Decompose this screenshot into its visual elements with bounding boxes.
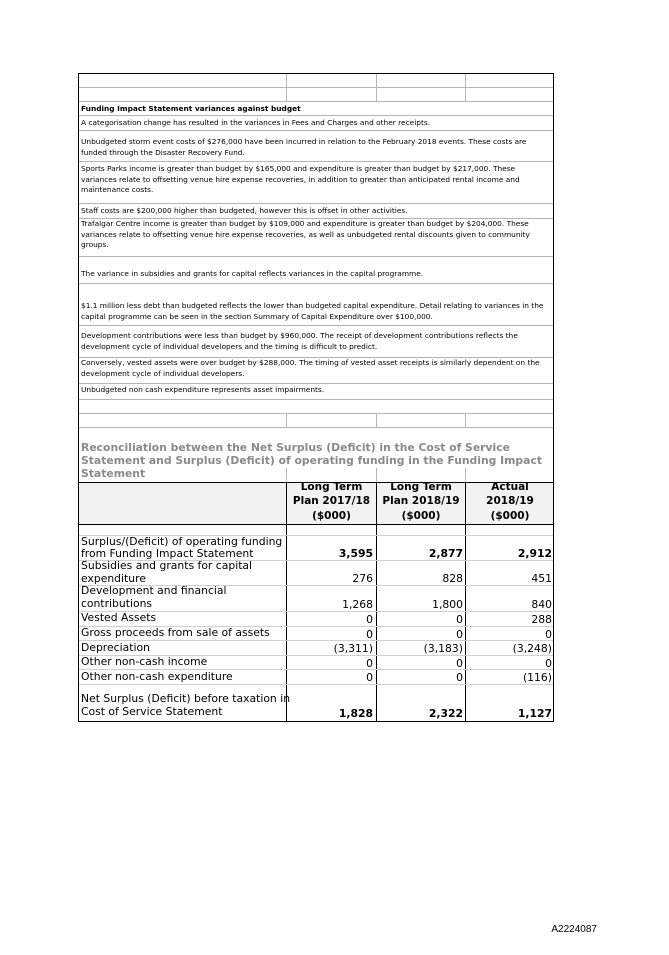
title-row <box>79 428 553 469</box>
note-item: Trafalgar Centre income is greater than budget by $109,000 and expenditure is greater than budget by $204,000. These variances relate to offsetting venue hire expense recoveries, as well as unbudgeted rental discounts given to community groups. <box>79 219 553 257</box>
column-header: Long Term Plan 2018/19 ($000) <box>382 481 460 523</box>
note-item: Development contributions were less than budget by $960,000. The receipt of development contributions reflects the development cycle of individual developers and the timing is difficult to predict. <box>79 326 553 358</box>
note-item: The variance in subsidies and grants for capital reflects variances in the capital programme. <box>79 257 553 284</box>
note-item: Sports Parks income is greater than budget by $165,000 and expenditure is greater than budget by $217,000. These variances relate to offsetting venue hire expense recoveries, in addition to greater than anticipated rental income and maintenance costs. <box>79 162 553 204</box>
note-item: Unbudgeted storm event costs of $276,000 have been incurred in relation to the February 2018 events. These costs are funded through the Disaster Recovery Fund. <box>79 131 553 162</box>
column-header: Actual 2018/19 ($000) <box>486 481 534 523</box>
reconciliation-title: Reconciliation between the Net Surplus (Deficit) in the Cost of Service Statement and Surplus (Deficit) of operating funding in the Funding Impact Statement <box>81 441 543 480</box>
document-id: A2224087 <box>551 924 597 935</box>
notes-heading: Funding Impact Statement variances against budget <box>79 102 553 116</box>
note-item: A categorisation change has resulted in the variances in Fees and Charges and other receipts. <box>79 116 553 131</box>
empty-row <box>79 400 553 414</box>
empty-row <box>79 74 553 88</box>
note-item: $1.1 million less debt than budgeted reflects the lower than budgeted capital expenditure. Detail relating to variances in the capital programme can be seen in the section Summary of Capital Expenditure over $100,000. <box>79 284 553 326</box>
statement-table: Funding Impact Statement variances against budget A categorisation change has resulted in the variances in Fees and Charges and other receipts. Unbudgeted storm event costs of $276,000 have been incurred in relation to the February 2018 events. These costs are funded through the Disaster Recovery Fund. Sports Parks income is greater than budget by $165,000 and expenditure is greater than budget by $217,000. These variances relate to offsetting venue hire expense recoveries, in addition to greater than anticipated rental income and maintenance costs. Staff costs are $200,000 higher than budgeted, however this is offset in other activities. Trafalgar Centre income is greater than budget by $109,000 and expenditure is greater than budget by $204,000. These variances relate to offsetting venue hire expense recoveries, as well as unbudgeted rental discounts given to community groups. The variance in subsidies and grants for capital reflects variances in the capital programme. $1.1 million less debt than budgeted reflects the lower than budgeted capital expenditure. Detail relating to variances in the capital programme can be seen in the section Summary of Capital Expenditure over $100,000. Development contributions were less than budget by $960,000. The receipt of development contributions reflects the development cycle of individual developers and the timing is difficult to predict. Conversely, vested assets were over budget by $288,000. The timing of vested asset receipts is similarly dependent on the development cycle of individual developers. Unbudgeted non cash expenditure represents asset impairments. Reconciliation between the Net Surplus (Deficit) in the Cost of Service Statement and Surplus (Deficit) of operating funding in the Funding Impact Statement Long Term Plan 2017/18 ($000) Long Term Plan 2018/19 ($000) Actual 2018/19 ($000) Surplus/(Deficit) of operating funding from Funding Impact Statement 3,595 2,877 2,912 Subsidies and grants for capital expenditure 276 828 451 Development and financial contributions 1,268 1,800 840 Vested Assets 0 0 288 Gross proceeds from sale of assets 0 0 0 Depreciation (3,311) (3,183) (3,248) Other non-cash income 0 0 0 Other non-cash expenditure 0 0 (116) Net Surplus (Deficit) before taxation in Cost of Service Statement 1,828 2,322 1,127 <box>78 73 554 722</box>
empty-row <box>79 88 553 102</box>
note-item: Staff costs are $200,000 higher than budgeted, however this is offset in other activities. <box>79 204 553 219</box>
empty-row <box>79 414 553 428</box>
note-item: Unbudgeted non cash expenditure represents asset impairments. <box>79 384 553 400</box>
column-header: Long Term Plan 2017/18 ($000) <box>292 481 371 523</box>
note-item: Conversely, vested assets were over budget by $288,000. The timing of vested asset receipts is similarly dependent on the development cycle of individual developers. <box>79 358 553 384</box>
